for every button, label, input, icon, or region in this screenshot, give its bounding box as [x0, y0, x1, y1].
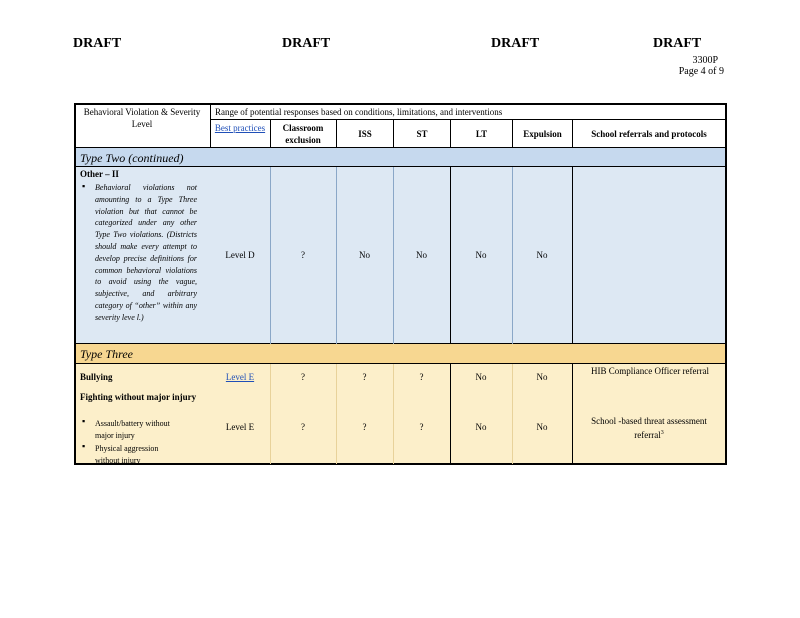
fighting-referral: [576, 416, 722, 441]
referrals-header: School referrals and protocols: [591, 129, 707, 139]
classroom-exclusion-header: Classroom exclusion: [282, 123, 324, 145]
bullet-marker-3: ▪: [82, 441, 86, 451]
fighting-bullet-2: Physical aggression without injury: [95, 444, 159, 465]
type-two-iss: No: [359, 250, 370, 260]
fighting-classroom: ?: [301, 422, 305, 432]
bullying-level-link[interactable]: Level E: [225, 372, 255, 382]
fighting-expulsion: No: [536, 422, 548, 432]
bullet-marker-1: ▪: [82, 181, 86, 191]
type-three-header-row: [74, 344, 726, 364]
type-two-expulsion: No: [536, 250, 548, 260]
bullying-classroom: ?: [301, 372, 305, 382]
fighting-title: Fighting without major injury: [80, 392, 197, 402]
behavior-column-header: Behavioral Violation & Severity Level: [83, 107, 201, 129]
bullying-expulsion: No: [536, 372, 548, 382]
bullying-lt: No: [475, 372, 487, 382]
lt-header: LT: [475, 129, 488, 139]
bullying-title: Bullying: [80, 372, 113, 382]
fighting-lt: No: [475, 422, 487, 432]
bullying-iss: ?: [362, 372, 367, 382]
best-practices-link[interactable]: Best practices: [214, 123, 266, 133]
footnote-marker[interactable]: 3: [660, 429, 664, 436]
draft-label-3: DRAFT: [491, 36, 540, 51]
draft-label-2: DRAFT: [282, 36, 331, 51]
fighting-level: Level E: [225, 422, 255, 432]
bullying-st: ?: [419, 372, 424, 382]
page-number: Page 4 of 9: [678, 66, 724, 77]
other-ii-description: Behavioral violations not amounting to a Type Three violation but that cannot be categorized under any other Type Two violations. (Districts should make every attempt to develop precise definitions for common behavioral violations to avoid using the vague, subjective, and arbitrary category of “other” within any severity leve l.): [95, 183, 197, 322]
bullying-referral: HIB Compliance Officer referral: [590, 366, 710, 376]
type-two-title: Type Two (continued): [80, 151, 184, 165]
document-number: 3300P: [692, 55, 718, 66]
iss-header: ISS: [358, 129, 372, 139]
type-two-level: Level D: [225, 250, 255, 260]
bullet-marker-2: ▪: [82, 416, 86, 426]
other-ii-title: Other – II: [80, 169, 119, 179]
fighting-bullet-1: Assault/battery without major injury: [95, 419, 170, 440]
expulsion-header: Expulsion: [523, 129, 562, 139]
st-header: ST: [416, 129, 428, 139]
draft-label-1: DRAFT: [73, 36, 122, 51]
type-two-st: No: [416, 250, 427, 260]
type-two-classroom: ?: [301, 250, 305, 260]
fighting-st: ?: [419, 422, 424, 432]
type-two-lt: No: [475, 250, 487, 260]
type-three-title: Type Three: [80, 347, 133, 361]
fighting-iss: ?: [362, 422, 367, 432]
draft-label-4: DRAFT: [653, 36, 702, 51]
fighting-referral-text: School -based threat assessment referral: [591, 416, 707, 440]
range-header: Range of potential responses based on conditions, limitations, and interventions: [215, 107, 503, 117]
